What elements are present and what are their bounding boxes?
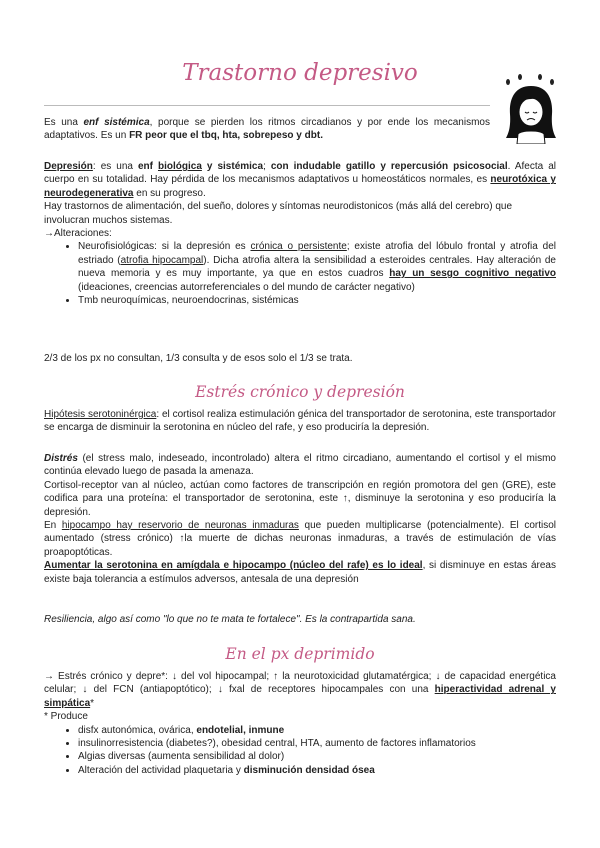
- list-item: • Alteración del actividad plaquetaria y disminución densidad ósea: [78, 764, 556, 777]
- list-item: • Algias diversas (aumenta sensibilidad al dolor): [78, 750, 556, 763]
- resiliencia-note: Resiliencia, algo así como "lo que no te mata te fortalece". Es la contrapartida sana.: [44, 614, 416, 625]
- list-item: • insulinorresistencia (diabetes?), obesidad central, HTA, aumento de factores inflamatorios: [78, 737, 556, 750]
- hipotesis-paragraph: Hipótesis serotoninérgica: el cortisol realiza estimulación génica del transportador de serotonina, este transportador se encarga de disminuir la serotonina en núcleo del rafe, y eso produciría la depresión.: [44, 409, 557, 434]
- list-item: • Tmb neuroquímicas, neuroendocrinas, sistémicas: [78, 294, 556, 307]
- title-divider: [44, 105, 490, 106]
- page-title: Trastorno depresivo: [182, 60, 418, 86]
- depresion-section: Depresión: es una enf biológica y sistémica; con indudable gatillo y repercusión psicosocial. Afecta al cuerpo en su totalidad. Hay pérdida de los mecanismos adaptativos u homeostáticos normales, es neurotóxica y neurodegenerativa en su progreso. Hay trastornos de alimentación, del sueño, dolores y síntomas neurodistonicos (más allá del cerebro) que involucran muchos sistemas. →Alteraciones: • Neurofisiológicas: si la depresión es crónica o persistente; existe atrofia del lóbulo frontal y atrofia del estriado (atrofia hipocampal). Dicha atrofia altera la sensibilidad a esteroides centrales. Hay alteración de nueva memoria y es muy importante, ya que en estos cuadros hay un sesgo cognitivo negativo (ideaciones, creencias autorreferenciales o del mundo de carácter negativo) • Tmb neuroquímicas, neuroendocrinas, sistémicas: [44, 160, 556, 307]
- stat-line: 2/3 de los px no consultan, 1/3 consulta y de esos solo el 1/3 se trata.: [44, 353, 353, 364]
- list-item: • Neurofisiológicas: si la depresión es crónica o persistente; existe atrofia del lóbulo frontal y atrofia del estriado (atrofia hipocampal). Dicha atrofia altera la sensibilidad a esteroides centrales. Hay alteración de nueva memoria y es muy importante, ya que en estos cuadros hay un sesgo cognitivo negativo (ideaciones, creencias autorreferenciales o del mundo de carácter negativo): [78, 240, 556, 294]
- section-heading: En el px deprimido: [225, 645, 375, 663]
- sad-girl-illustration: [500, 72, 562, 144]
- distres-section: Distrés (el stress malo, indeseado, incontrolado) altera el ritmo circadiano, aumentando el cortisol y el mismo continúa elevado luego de pasada la amenaza. Cortisol-receptor van al núcleo, actúan como factores de transcripción en región promotora del gen (GRE), este codifica para una proteína: el transportador de serotonina, este ↑, disminuye la serotonina y eso produciría la depresión. En hipocampo hay reservorio de neuronas inmaduras que pueden multiplicarse (potencialmente). El cortisol aumentado (stress crónico) ↑la muerte de dichas neuronas inmaduras, a través de estimulación de vías proapoptóticas. Aumentar la serotonina en amígdala e hipocampo (núcleo del rafe) es lo ideal, si disminuye en estas áreas existe baja tolerancia a estímulos adversos, antesala de una depresión: [44, 453, 557, 585]
- section-heading: Estrés crónico y depresión: [195, 383, 405, 401]
- list-item: • disfx autonómica, ovárica, endotelial, inmune: [78, 724, 556, 737]
- intro-paragraph: Es una enf sistémica, porque se pierden los ritmos circadianos y por ende los mecanismos adaptativos. Es un FR peor que el tbq, hta, sobrepeso y dbt.: [44, 117, 490, 142]
- deprimido-section: → Estrés crónico y depre*: ↓ del vol hipocampal; ↑ la neurotoxicidad glutamatérgica; ↓ de capacidad energética celular; ↓ del FCN (antiapoptótico); ↓ fxal de receptores hipocampales con una hiperactividad adrenal y simpática* * Produce • disfx autonómica, ovárica, endotelial, inmune • insulinorresistencia (diabetes?), obesidad central, HTA, aumento de factores inflamatorios • Algias diversas (aumenta sensibilidad al dolor) • Alteración del actividad plaquetaria y disminución densidad ósea: [44, 670, 556, 777]
